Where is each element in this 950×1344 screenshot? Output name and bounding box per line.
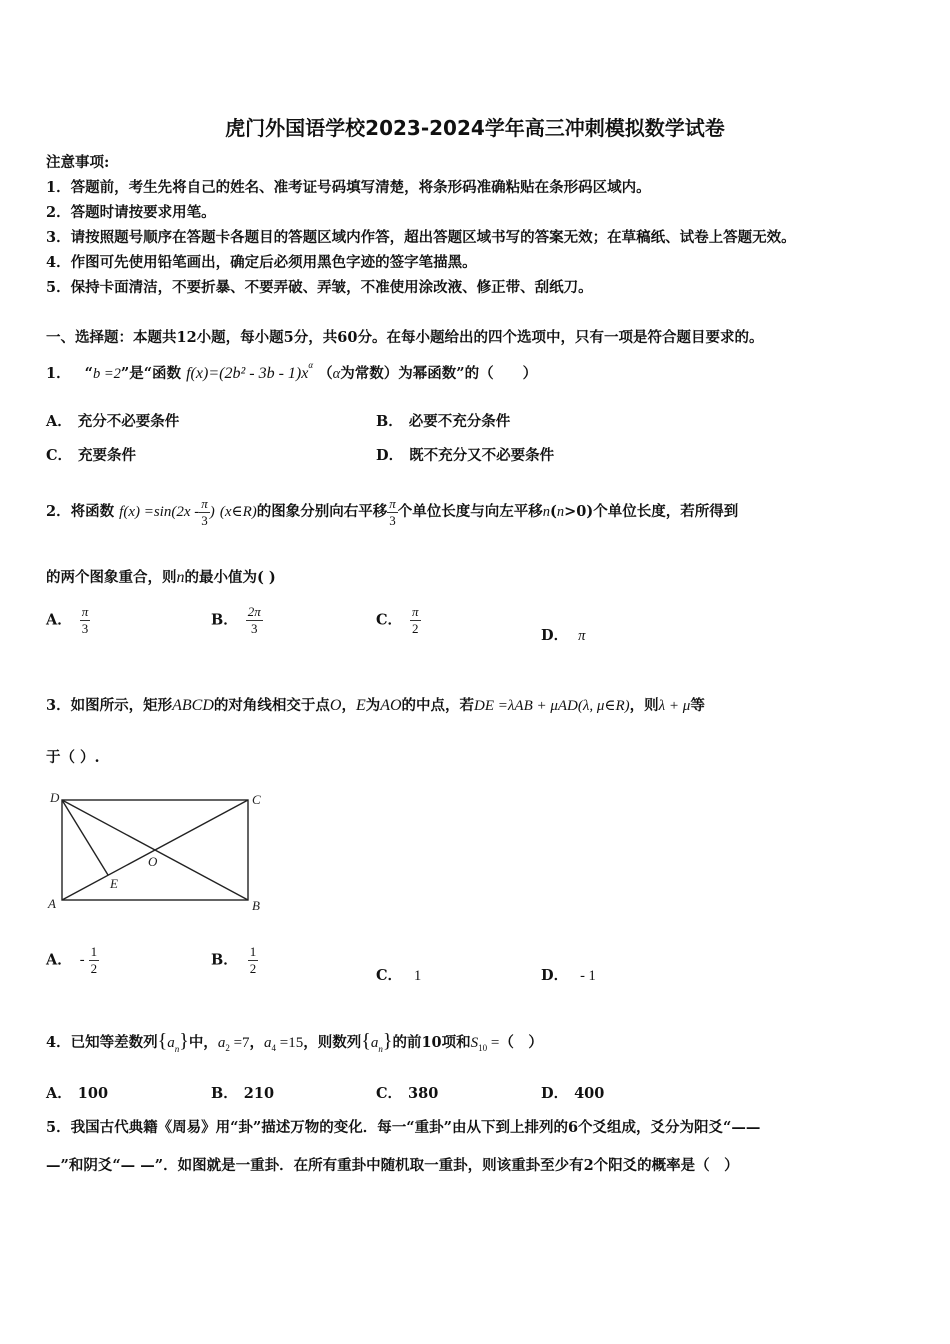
- q3-text: 为: [365, 697, 381, 714]
- q3-abcd: ABCD: [172, 697, 214, 714]
- q3-point-e: E: [355, 697, 366, 714]
- option-value: 100: [77, 1085, 109, 1102]
- fraction-numerator: π: [201, 495, 208, 511]
- option-fraction: [80, 604, 91, 637]
- fraction-numerator: 1: [90, 944, 98, 959]
- q2-text: 的图象分别向右平移: [256, 503, 388, 520]
- q4-s: S: [470, 1035, 479, 1051]
- q2-function-close: ): [209, 504, 215, 520]
- option-value: 210: [243, 1085, 275, 1102]
- question-4: [46, 1030, 543, 1054]
- q1-function: f(x)=(2b² - 3b - 1)x: [186, 365, 309, 382]
- q4-value: =7: [229, 1035, 250, 1051]
- option-label: B．: [211, 951, 238, 969]
- q3-text: ，则: [629, 697, 659, 714]
- option-text: 充分不必要条件: [77, 413, 180, 430]
- notes-item: 4．作图可先使用铅笔画出，确定后必须用黑色字迹的签字笔描黑。: [46, 254, 477, 271]
- q4-value: =15: [276, 1035, 304, 1051]
- segment-de: [62, 800, 108, 875]
- option-label: C．: [376, 611, 403, 629]
- q3-text: 的中点，若: [401, 697, 475, 714]
- q1-number: 1．: [46, 365, 71, 382]
- q4-text: （ ）: [499, 1034, 543, 1051]
- q2-text: 的两个图象重合，则: [46, 569, 177, 586]
- q2-option-d[interactable]: [541, 624, 585, 645]
- option-text: 充要条件: [78, 447, 137, 464]
- q1-option-b[interactable]: [376, 410, 510, 431]
- fraction-numerator: π: [81, 604, 89, 619]
- q3-text: 的对角线相交于点: [213, 697, 330, 714]
- option-text: 必要不充分条件: [408, 413, 511, 430]
- q4-an: a: [167, 1035, 175, 1051]
- fraction-denominator: 3: [80, 620, 91, 637]
- q2-n: n: [176, 569, 185, 586]
- option-label: D．: [376, 447, 404, 464]
- option-value: π: [578, 628, 586, 644]
- q1-alpha: α: [332, 366, 341, 382]
- fraction-denominator: 3: [246, 620, 263, 637]
- sequence-braces: $\{a_n\}$: [361, 1030, 393, 1054]
- q4-text: 中，: [188, 1034, 218, 1051]
- question-2: [46, 484, 738, 540]
- q3-text: ，: [341, 697, 356, 714]
- label-a: A: [48, 896, 56, 911]
- option-label: C．: [376, 1085, 403, 1102]
- option-fraction: [410, 604, 421, 637]
- q3-equation: DE =λAB + μAD(λ, μ∈R): [474, 698, 630, 714]
- fraction-denominator: 3: [387, 512, 398, 529]
- q3-option-b[interactable]: [211, 944, 258, 977]
- q4-text: ，: [249, 1034, 265, 1051]
- q4-subscript: n: [378, 1044, 383, 1054]
- notes-item: 1．答题前，考生先将自己的姓名、准考证号码填写清楚，将条形码准确粘贴在条形码区域内。: [46, 179, 651, 196]
- q2-text: >0)个单位长度，若所得到: [564, 503, 739, 520]
- notes-heading: 注意事项:: [46, 154, 110, 171]
- fraction-numerator: π: [412, 604, 419, 619]
- option-label: D．: [541, 967, 569, 984]
- label-d: D: [50, 790, 60, 805]
- fraction-denominator: 2: [249, 961, 257, 976]
- question-2-line-2: [46, 566, 276, 587]
- q1-text: ”是“函数: [120, 365, 182, 382]
- option-value: 1: [414, 968, 422, 984]
- q4-a4: a: [264, 1035, 272, 1051]
- option-label: B．: [211, 611, 238, 629]
- q4-an: a: [370, 1035, 379, 1051]
- q1-text: 为常数）为幂函数”的（ ）: [340, 365, 538, 382]
- q4-subscript: n: [174, 1044, 180, 1054]
- option-fraction: [248, 944, 259, 977]
- q2-option-b[interactable]: [211, 604, 263, 637]
- q2-shift-fraction: [387, 496, 398, 529]
- q2-fraction: [199, 496, 210, 529]
- fraction-denominator: 3: [199, 512, 210, 529]
- q1-option-d[interactable]: [376, 444, 554, 465]
- q3-number: 3．如图所示，矩形: [46, 697, 173, 714]
- option-fraction: [246, 604, 263, 637]
- option-label: C．: [376, 967, 403, 984]
- fraction-denominator: 2: [410, 620, 421, 637]
- q4-subscript: 4: [271, 1042, 277, 1053]
- q3-ao: AO: [380, 697, 402, 714]
- option-value: 400: [574, 1085, 605, 1102]
- q4-text: 的前10项和: [392, 1034, 471, 1051]
- fraction-denominator: 2: [90, 961, 98, 976]
- option-label: B．: [211, 1085, 238, 1102]
- q2-n: n: [556, 504, 565, 520]
- q2-number: 2．将函数: [46, 503, 115, 520]
- notes-item: 5．保持卡面清洁，不要折暴、不要弄破、弄皱，不准使用涂改液、修正带、刮纸刀。: [46, 279, 593, 296]
- option-label: A．: [46, 1085, 72, 1102]
- sequence-braces: $\{a_n\}$: [157, 1030, 189, 1054]
- q1-option-c[interactable]: [46, 444, 136, 465]
- question-1: [46, 362, 537, 383]
- label-c: C: [252, 792, 261, 807]
- option-label: A．: [46, 413, 72, 430]
- q3-point-o: O: [329, 697, 342, 714]
- fraction-numerator: 2π: [247, 604, 261, 619]
- option-sign: -: [79, 952, 85, 968]
- fraction-numerator: 1: [249, 944, 257, 959]
- q4-value: =: [487, 1035, 500, 1051]
- q4-subscript: 2: [225, 1042, 230, 1053]
- option-label: C．: [46, 447, 73, 464]
- q1-condition: b =2: [92, 366, 121, 382]
- q4-number: 4．已知等差数列: [46, 1034, 158, 1051]
- q3-option-c[interactable]: [376, 964, 421, 985]
- option-label: D．: [541, 1085, 569, 1102]
- q1-text: “: [84, 365, 93, 382]
- q2-function: f(x) =sin(2x -: [119, 504, 200, 520]
- q1-text: （: [318, 365, 333, 382]
- q4-subscript: 10: [478, 1042, 488, 1053]
- label-e: E: [110, 876, 118, 891]
- q3-text: 等: [690, 697, 705, 714]
- q2-domain: (x∈R): [219, 504, 257, 520]
- notes-item: 3．请按照题号顺序在答题卡各题目的答题区域内作答，超出答题区域书写的答案无效；在草稿纸、试卷上答题无效。: [46, 229, 796, 246]
- q2-text: 个单位长度与向左平移: [397, 503, 543, 520]
- q3-sum: λ + μ: [658, 698, 691, 714]
- q2-text: 的最小值为( ): [184, 569, 276, 586]
- q4-option-b[interactable]: [211, 1082, 274, 1103]
- option-fraction: [89, 944, 100, 977]
- q1-exponent: α: [308, 360, 314, 371]
- q4-text: ，则数列: [303, 1034, 362, 1051]
- option-label: D．: [541, 627, 569, 644]
- question-5-line-2: —”和阴爻“— —”．如图就是一重卦．在所有重卦中随机取一重卦，则该重卦至少有2个阳爻的概率是（ ）: [46, 1157, 739, 1174]
- option-label: B．: [376, 413, 403, 430]
- q4-option-a[interactable]: [46, 1082, 108, 1103]
- label-b: B: [252, 898, 260, 913]
- question-3: [46, 694, 705, 715]
- label-o: O: [148, 854, 158, 869]
- q2-option-c[interactable]: [376, 604, 421, 637]
- option-label: A．: [46, 611, 72, 629]
- q4-option-c[interactable]: [376, 1082, 438, 1103]
- q2-option-a[interactable]: [46, 604, 90, 637]
- notes-block: [46, 150, 796, 300]
- q4-option-d[interactable]: [541, 1082, 604, 1103]
- option-value: 380: [408, 1085, 439, 1102]
- q1-option-a[interactable]: [46, 410, 179, 431]
- question-5-line-1: 5．我国古代典籍《周易》用“卦”描述万物的变化．每一“重卦”由从下到上排列的6个爻组成，爻分为阳爻“——: [46, 1119, 761, 1136]
- q2-n: n: [542, 504, 551, 520]
- option-label: A．: [46, 951, 72, 969]
- option-value: - 1: [580, 968, 596, 984]
- page-title: 虎门外国语学校2023-2024学年高三冲刺模拟数学试卷: [225, 116, 725, 140]
- q3-option-d[interactable]: [541, 964, 596, 985]
- q3-option-a[interactable]: [46, 944, 99, 977]
- question-3-line-2: 于（ ）.: [46, 749, 100, 766]
- q4-a2: a: [217, 1035, 226, 1051]
- q2-text: (: [550, 503, 557, 520]
- option-text: 既不充分又不必要条件: [409, 447, 555, 464]
- section-heading: 一、选择题：本题共12小题，每小题5分，共60分。在每小题给出的四个选项中，只有一项是符合题目要求的。: [46, 329, 764, 346]
- rectangle-figure: [44, 788, 274, 914]
- notes-item: 2．答题时请按要求用笔。: [46, 204, 216, 221]
- fraction-numerator: π: [389, 495, 396, 511]
